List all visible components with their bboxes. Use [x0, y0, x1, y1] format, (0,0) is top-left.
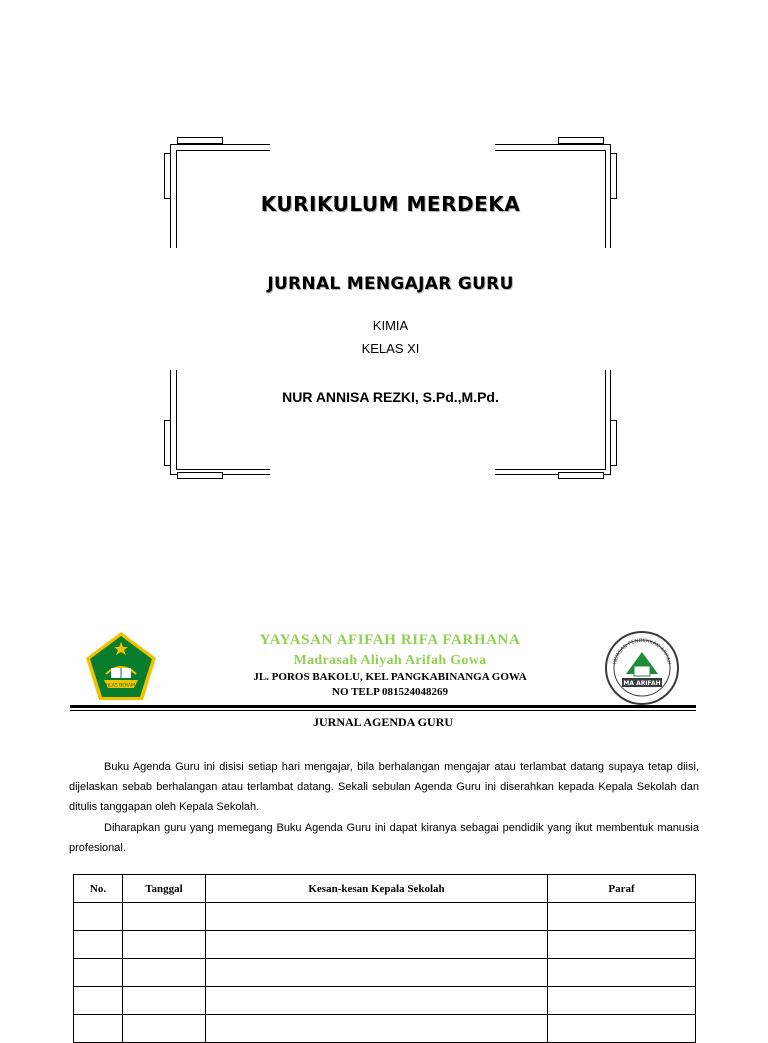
- frame-corner-tab: [177, 137, 223, 144]
- cell-no[interactable]: [74, 931, 123, 959]
- header-tanggal: Tanggal: [123, 875, 206, 903]
- frame-corner-tab: [610, 420, 617, 466]
- document-title: JURNAL AGENDA GURU: [312, 715, 453, 729]
- cell-tanggal[interactable]: [123, 1015, 206, 1043]
- table-header-row: [74, 875, 696, 903]
- cell-paraf[interactable]: [548, 959, 696, 987]
- cell-kesan[interactable]: [206, 959, 548, 987]
- paragraph-expectation: Diharapkan guru yang memegang Buku Agenda Guru ini dapat kiranya sebagai pendidik yang ikut membentuk manusia profesional.: [69, 822, 699, 854]
- cell-kesan[interactable]: [206, 1015, 548, 1043]
- table-row: [74, 1015, 696, 1043]
- frame-gap-top: [270, 143, 495, 153]
- cell-paraf[interactable]: [548, 931, 696, 959]
- svg-text:MA ARIFAH: MA ARIFAH: [623, 680, 661, 687]
- frame-corner-tab: [558, 472, 604, 479]
- cell-kesan[interactable]: [206, 931, 548, 959]
- cell-no[interactable]: [74, 903, 123, 931]
- cover-class: KELAS XI: [361, 341, 420, 356]
- table-row: [74, 903, 696, 931]
- letterhead-rule-thin: [70, 710, 696, 711]
- kemenag-emblem-icon: [84, 630, 158, 704]
- svg-text:YAYASAN PENDIDIKAN ARIFAH: YAYASAN PENDIDIKAN ARIFAH: [612, 637, 672, 666]
- school-phone: NO TELP 081524048269: [332, 686, 448, 698]
- table-row: [74, 931, 696, 959]
- cover-subtitle: JURNAL MENGAJAR GURU: [267, 274, 514, 294]
- cell-tanggal[interactable]: [123, 959, 206, 987]
- paragraph-instructions: Buku Agenda Guru ini disisi setiap hari mengajar, bila berhalangan mengajar atau terlambat datang supaya tetap diisi, dijelaskan sebab berhalangan atau terlambat datang. Sekali sebulan Agenda Guru ini diserahkan kepada Kepala Sekolah dan ditulis tanggapan oleh Kepala Sekolah.: [69, 761, 699, 813]
- cell-kesan[interactable]: [206, 903, 548, 931]
- cell-paraf[interactable]: [548, 987, 696, 1015]
- letterhead-rule-thick: [70, 705, 696, 708]
- header-kesan: Kesan-kesan Kepala Sekolah: [206, 875, 548, 903]
- journal-table: [73, 874, 696, 1043]
- foundation-name: YAYASAN AFIFAH RIFA FARHANA: [259, 632, 521, 648]
- cell-tanggal[interactable]: [123, 987, 206, 1015]
- cell-no[interactable]: [74, 987, 123, 1015]
- frame-corner-tab: [164, 420, 171, 466]
- cover-subject: KIMIA: [372, 318, 409, 333]
- svg-text:IKHLAS BERAMAL: IKHLAS BERAMAL: [101, 683, 141, 689]
- school-address: JL. POROS BAKOLU, KEL PANGKABINANGA GOWA: [253, 671, 527, 683]
- cover-author: NUR ANNISA REZKI, S.Pd.,M.Pd.: [282, 389, 499, 405]
- cell-tanggal[interactable]: [123, 931, 206, 959]
- frame-corner-tab: [177, 472, 223, 479]
- cell-tanggal[interactable]: [123, 903, 206, 931]
- cell-kesan[interactable]: [206, 987, 548, 1015]
- frame-gap-bottom: [270, 467, 495, 477]
- cell-paraf[interactable]: [548, 903, 696, 931]
- frame-corner-tab: [610, 153, 617, 199]
- cell-paraf[interactable]: [548, 1015, 696, 1043]
- cell-no[interactable]: [74, 1015, 123, 1043]
- header-no: No.: [74, 875, 123, 903]
- cell-no[interactable]: [74, 959, 123, 987]
- school-name: Madrasah Aliyah Arifah Gowa: [293, 653, 487, 668]
- frame-corner-tab: [558, 137, 604, 144]
- table-row: [74, 959, 696, 987]
- cover-title: KURIKULUM MERDEKA: [260, 192, 521, 216]
- header-paraf: Paraf: [548, 875, 696, 903]
- table-row: [74, 987, 696, 1015]
